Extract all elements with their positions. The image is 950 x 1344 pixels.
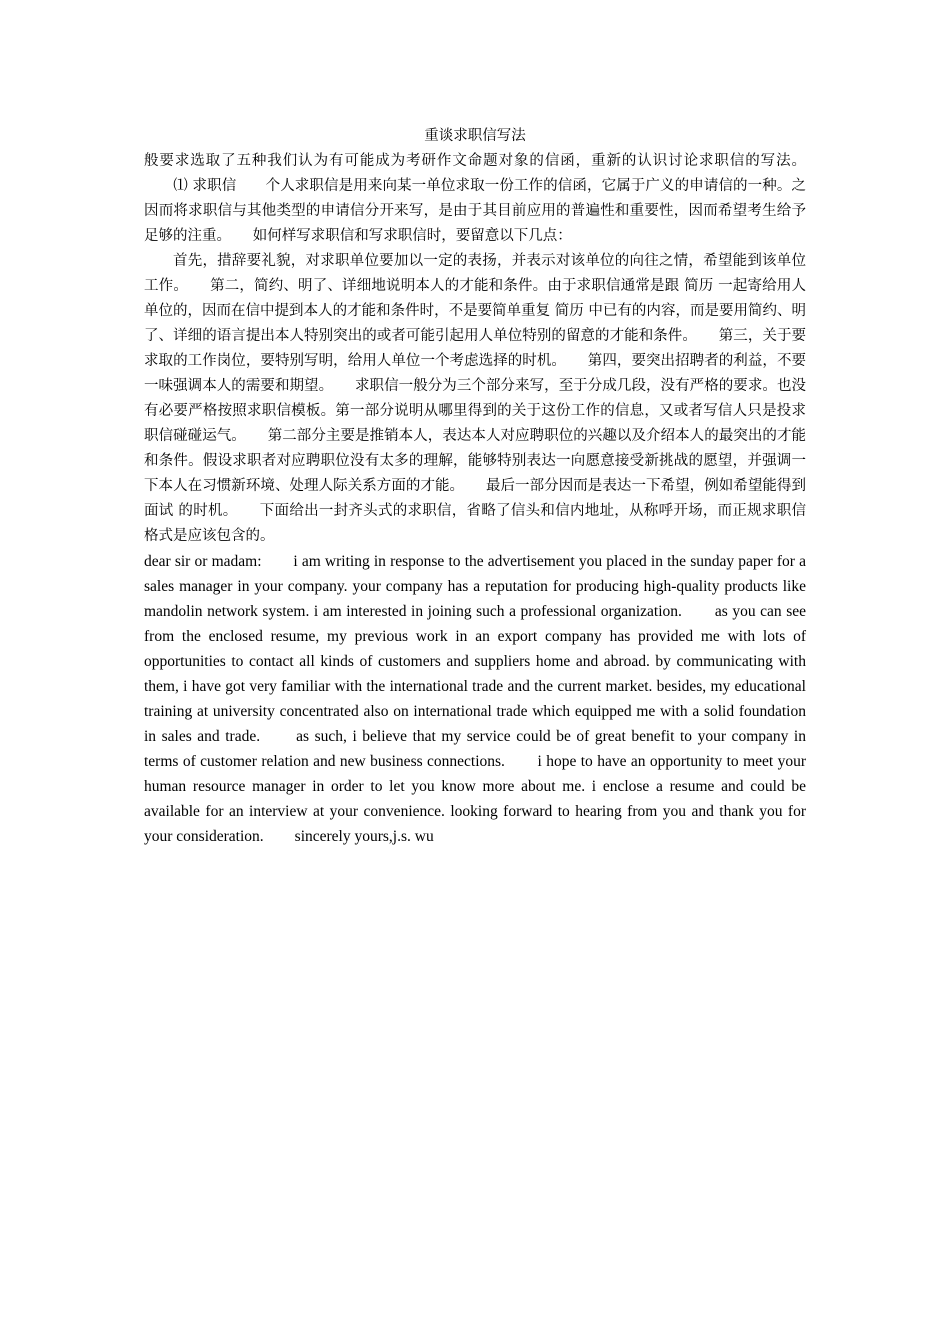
- document-body: [144, 124, 806, 849]
- intro-paragraph: 般要求选取了五种我们认为有可能成为考研作文命题对象的信函，重新的认识讨论求职信的写法。 ⑴ 求职信 个人求职信是用来向某一单位求取一份工作的信函，它属于广义的申请信的一种。之因而将求职信与其他类型的申请信分开来写，是由于其目前应用的普遍性和重要性，因而希望考生给予足够的注重。 如何样写求职信和写求职信时，要留意以下几点：: [144, 153, 806, 244]
- sample-letter-paragraph: dear sir or madam: i am writing in response to the advertisement you placed in the sunday paper for a sales manager in your company. your company has a reputation for producing high-quality products like mandolin network system. i am interested in joining such a professional organization. as you can see from the enclosed resume, my previous work in an export company has provided me with lots of opportunities to contact all kinds of customers and suppliers home and abroad. by communicating with them, i have got very familiar with the international trade and the current market. besides, my educational training at university concentrated also on international trade which equipped me with a solid foundation in sales and trade. as such, i believe that my service could be of great benefit to your company in terms of customer relation and new business connections. i hope to have an opportunity to meet your human resource manager in order to let you know more about me. i enclose a resume and could be available for an interview at your convenience. looking forward to hearing from you and thank you for your consideration. sincerely yours,j.s. wu: [144, 553, 806, 845]
- document-title: 重谈求职信写法: [424, 128, 526, 144]
- guidelines-paragraph: 首先，措辞要礼貌，对求职单位要加以一定的表扬，并表示对该单位的向往之情，希望能到该单位工作。 第二，简约、明了、详细地说明本人的才能和条件。由于求职信通常是跟 简历 一起寄给用人单位的，因而在信中提到本人的才能和条件时，不是要简单重复 简历 中已有的内容，而是要用简约、明了、详细的语言提出本人特别突出的或者可能引起用人单位特别的留意的才能和条件。 第三，关于要求取的工作岗位，要特别写明，给用人单位一个考虑选择的时机。 第四，要突出招聘者的利益，不要一味强调本人的需要和期望。 求职信一般分为三个部分来写，至于分成几段，没有严格的要求。也没有必要严格按照求职信模板。第一部分说明从哪里得到的关于这份工作的信息，又或者写信人只是投求职信碰碰运气。 第二部分主要是推销本人，表达本人对应聘职位的兴趣以及介绍本人的最突出的才能和条件。假设求职者对应聘职位没有太多的理解，能够特别表达一向愿意接受新挑战的愿望，并强调一下本人在习惯新环境、处理人际关系方面的才能。 最后一部分因而是表达一下希望，例如希望能得到 面试 的时机。 下面给出一封齐头式的求职信，省略了信头和信内地址，从称呼开场，而正规求职信格式是应该包含的。: [144, 253, 806, 544]
